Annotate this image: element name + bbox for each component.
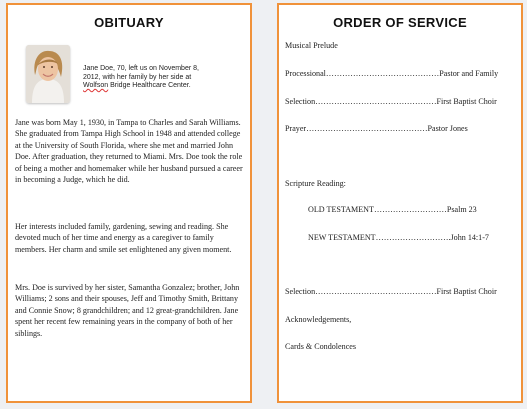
new-testament-value: John 14:1-7 [450, 233, 489, 242]
prayer-label: Prayer [285, 124, 307, 133]
portrait-image [26, 45, 70, 103]
photo-caption [83, 65, 243, 91]
obituary-heading: OBITUARY [94, 15, 164, 30]
old-testament-label: OLD TESTAMENT [308, 205, 374, 214]
processional-dots: …………………………………… [325, 69, 440, 78]
new-testament-label: NEW TESTAMENT [308, 233, 376, 242]
processional-line [285, 69, 498, 79]
caption-line-3-rest: Bridge Healthcare Center. [108, 82, 191, 90]
new-testament-dots: ………………………. [375, 233, 451, 242]
obituary-paragraph-2: Her interests included family, gardening, sewing and reading. She devoted much of her time and energy as a caregiver to family members. Her charm and smile set enlightened any given moment. [15, 222, 232, 254]
service-heading: ORDER OF SERVICE [333, 15, 467, 30]
caption-misspelled-word: Wolfson [83, 82, 109, 90]
selection-line-2 [285, 287, 497, 297]
caption-line-3 [83, 82, 243, 91]
processional-label: Processional [285, 69, 326, 78]
order-of-service-panel [277, 3, 523, 403]
prayer-line [285, 124, 468, 134]
selection-2-dots: ……………………………………… [315, 287, 437, 296]
obituary-paragraph-1: Jane was born May 1, 1930, in Tampa to Charles and Sarah Williams. She graduated from Tampa High School in 1948 and attended college at the University of South Florida, where she met and married John Doe. After graduation, they returned to Miami. Mrs. Doe took the role of being a mother and homemaker while her husband pursued a career in becoming a Judge, which he did. [15, 118, 243, 185]
obituary-paragraph-3: Mrs. Doe is survived by her sister, Samantha Gonzalez; brother, John Williams; 2 sons and their spouses, Jeff and Timothy Smith, Brittany and Connie Snow; 8 grandchildren; and 12 great-grandchildren. Jane spent her recent few remaining years in the company of both of her siblings. [15, 283, 240, 338]
old-testament-dots: ……………………… [373, 205, 447, 214]
prayer-dots: ……………………………………… [306, 124, 428, 133]
scripture-reading: Scripture Reading: [285, 179, 346, 188]
caption-line-1: Jane Doe, 70, left us on November 8, [83, 65, 199, 72]
acknowledgements: Acknowledgements, [285, 315, 352, 324]
new-testament-line [308, 233, 489, 243]
selection-1-value: First Baptist Choir [436, 97, 497, 106]
musical-prelude: Musical Prelude [285, 41, 338, 50]
selection-line-1 [285, 97, 497, 107]
selection-2-label: Selection [285, 287, 316, 296]
selection-1-label: Selection [285, 97, 316, 106]
selection-1-dots: ……………………………………… [315, 97, 437, 106]
caption-line-2: 2012, with her family by her side at [83, 73, 192, 81]
obituary-panel [6, 3, 252, 403]
prayer-value: Pastor Jones [427, 124, 468, 133]
old-testament-line [308, 205, 477, 215]
portrait-photo [26, 45, 70, 103]
selection-2-value: First Baptist Choir [436, 287, 497, 296]
processional-value: Pastor and Family [439, 69, 499, 78]
cards-and-condolences: Cards & Condolences [285, 342, 357, 351]
old-testament-value: Psalm 23 [446, 205, 477, 214]
